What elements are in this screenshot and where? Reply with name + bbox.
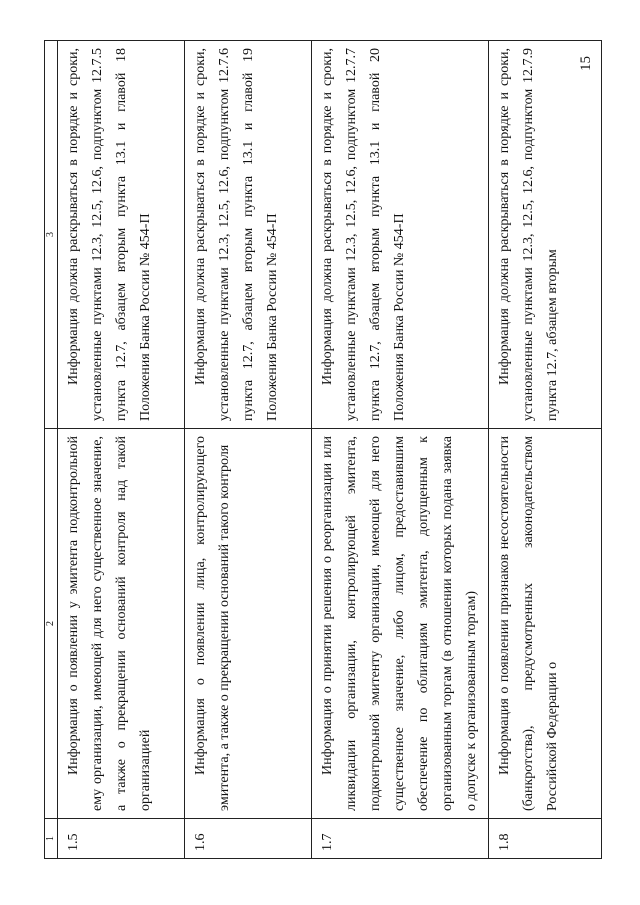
row-disclosure: Информация должна раскрываться в порядке и сроки, установленные пунктами 12.3, 12.5, 12.6, подпунктом 12.7.6 пункта 12.7, абзацем вторым пункта 13.1 и главой 19 Положения Банка России № 454-П — [185, 41, 312, 429]
table-row — [312, 41, 489, 859]
row-description: Информация о принятии решения о реорганизации или ликвидации организации, контролирующей эмитента, подконтрольной эмитенту организации, имеющей для него существенное значение, либо лицом, предоставившим обеспечение по облигациям эмитента, допущенным к организованным торгам (в отношении которых подана заявка о допуске к организованным торгам) — [312, 429, 489, 819]
table-row — [185, 41, 312, 859]
row-number: 1.8 — [489, 819, 602, 859]
table-row — [489, 41, 602, 859]
row-description: Информация о появлении признаков несостоятельности (банкротства), предусмотренных законодательством Российской Федерации о — [489, 429, 602, 819]
header-cell: 2 — [45, 429, 58, 819]
header-cell: 1 — [45, 819, 58, 859]
row-number: 1.7 — [312, 819, 489, 859]
row-number: 1.6 — [185, 819, 312, 859]
table-header-row — [45, 41, 58, 859]
header-cell: 3 — [45, 41, 58, 429]
row-disclosure: Информация должна раскрываться в порядке и сроки, установленные пунктами 12.3, 12.5, 12.6, подпунктом 12.7.5 пункта 12.7, абзацем вторым пункта 13.1 и главой 18 Положения Банка России № 454-П — [58, 41, 185, 429]
row-description: Информация о появлении лица, контролирующего эмитента, а также о прекращении оснований такого контроля — [185, 429, 312, 819]
row-disclosure: Информация должна раскрываться в порядке и сроки, установленные пунктами 12.3, 12.5, 12.6, подпунктом 12.7.9 пункта 12.7, абзацем вторым — [489, 41, 602, 429]
row-number: 1.5 — [58, 819, 185, 859]
disclosure-table — [44, 40, 602, 859]
row-description: Информация о появлении у эмитента подконтрольной ему организации, имеющей для него существенное значение, а также о прекращении оснований контроля над такой организацией — [58, 429, 185, 819]
row-disclosure: Информация должна раскрываться в порядке и сроки, установленные пунктами 12.3, 12.5, 12.6, подпунктом 12.7.7 пункта 12.7, абзацем вторым пункта 13.1 и главой 20 Положения Банка России № 454-П — [312, 41, 489, 429]
table-row — [58, 41, 185, 859]
page-number: 15 — [578, 56, 594, 71]
